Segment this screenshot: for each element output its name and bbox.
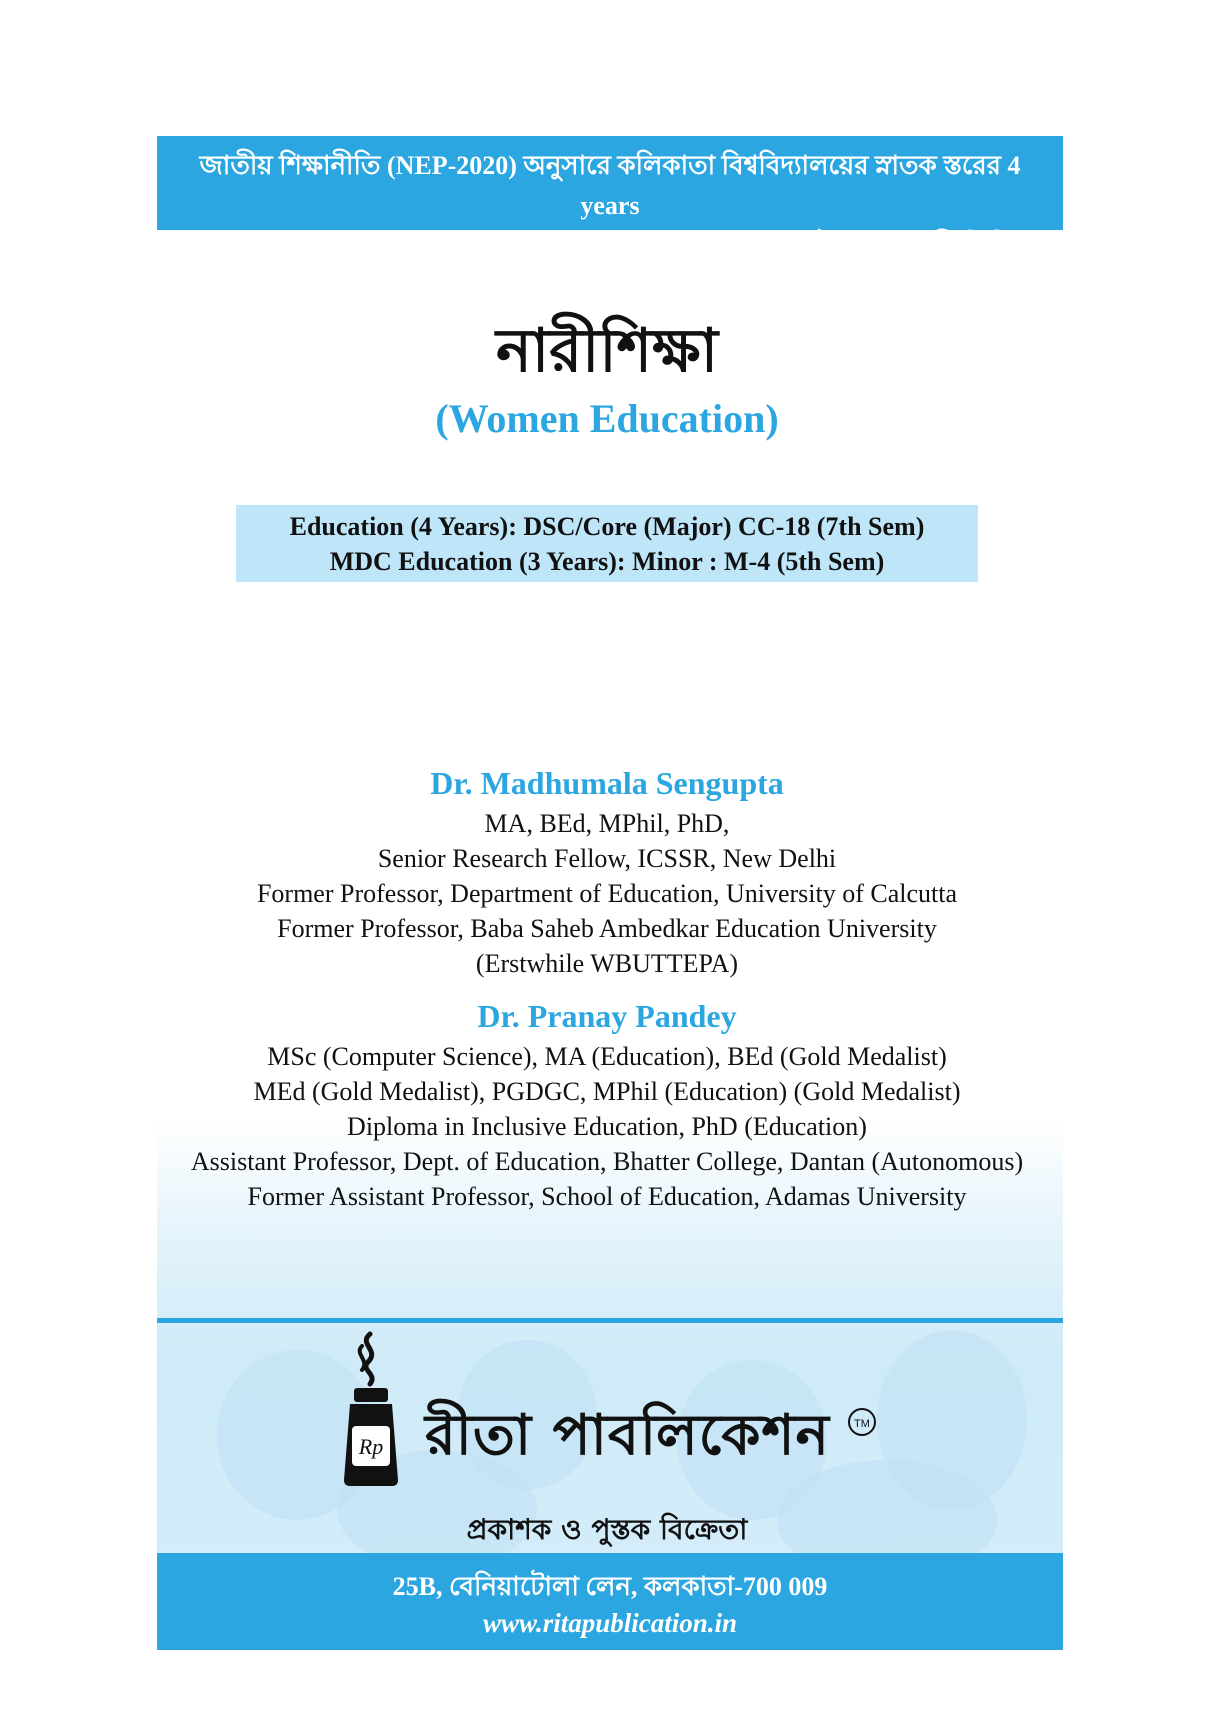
publisher-website: www.ritapublication.in (482, 1608, 738, 1638)
publisher-address: 25B, বেনিয়াটোলা লেন, কলকাতা-700 009 (392, 1572, 828, 1601)
authors-section (0, 762, 1214, 1214)
trademark-symbol: TM (848, 1408, 876, 1436)
author-credential: (Erstwhile WBUTTEPA) (475, 949, 739, 978)
author-credential: Former Professor, Department of Education, University of Calcutta (256, 879, 958, 908)
logo-monogram: Rp (358, 1434, 384, 1459)
divider-rule (157, 1318, 1063, 1323)
author-credential: MEd (Gold Medalist), PGDGC, MPhil (Education) (Gold Medalist) (253, 1077, 961, 1106)
author-credential: Senior Research Fellow, ICSSR, New Delhi (377, 844, 837, 873)
author-2 (0, 995, 1214, 1214)
author-credential: Diploma in Inclusive Education, PhD (Education) (347, 1112, 867, 1141)
book-title-bengali: নারীশিক্ষা (495, 316, 719, 386)
author-credential: Former Professor, Baba Saheb Ambedkar Education University (277, 914, 937, 943)
banner-line-2: Major and 3 years MDC Course in Education-এর নতুন পাঠক্রম অনুযায়ী লিখিত। (177, 231, 1043, 260)
author-1 (0, 762, 1214, 981)
course-line-2: MDC Education (3 Years): Minor : M-4 (5th Sem) (329, 547, 885, 576)
publisher-tagline: প্রকাশক ও পুস্তক বিক্রেতা (466, 1513, 748, 1546)
author-name: Dr. Pranay Pandey (477, 998, 737, 1034)
publisher-name: রীতা পাবলিকেশন (425, 1403, 830, 1468)
book-title-english: (Women Education) (435, 396, 779, 441)
author-credential: Assistant Professor, Dept. of Education, Bhatter College, Dantan (Autonomous) (190, 1147, 1024, 1176)
top-banner (157, 136, 1063, 260)
author-credential: Former Assistant Professor, School of Education, Adamas University (247, 1182, 967, 1211)
course-info-box (236, 505, 978, 582)
course-line-1: Education (4 Years): DSC/Core (Major) CC-18 (7th Sem) (289, 512, 925, 541)
author-credential: MA, BEd, MPhil, PhD, (484, 809, 730, 838)
author-credential: MSc (Computer Science), MA (Education), BEd (Gold Medalist) (267, 1042, 947, 1071)
author-name: Dr. Madhumala Sengupta (430, 765, 784, 801)
publisher-logo-icon (340, 1330, 402, 1490)
publisher-contact-band (157, 1553, 1063, 1650)
banner-line-1: জাতীয় শিক্ষানীতি (NEP-2020) অনুসারে কলিকাতা বিশ্ববিদ্যালয়ের স্নাতক স্তরের 4 years (199, 151, 1021, 220)
